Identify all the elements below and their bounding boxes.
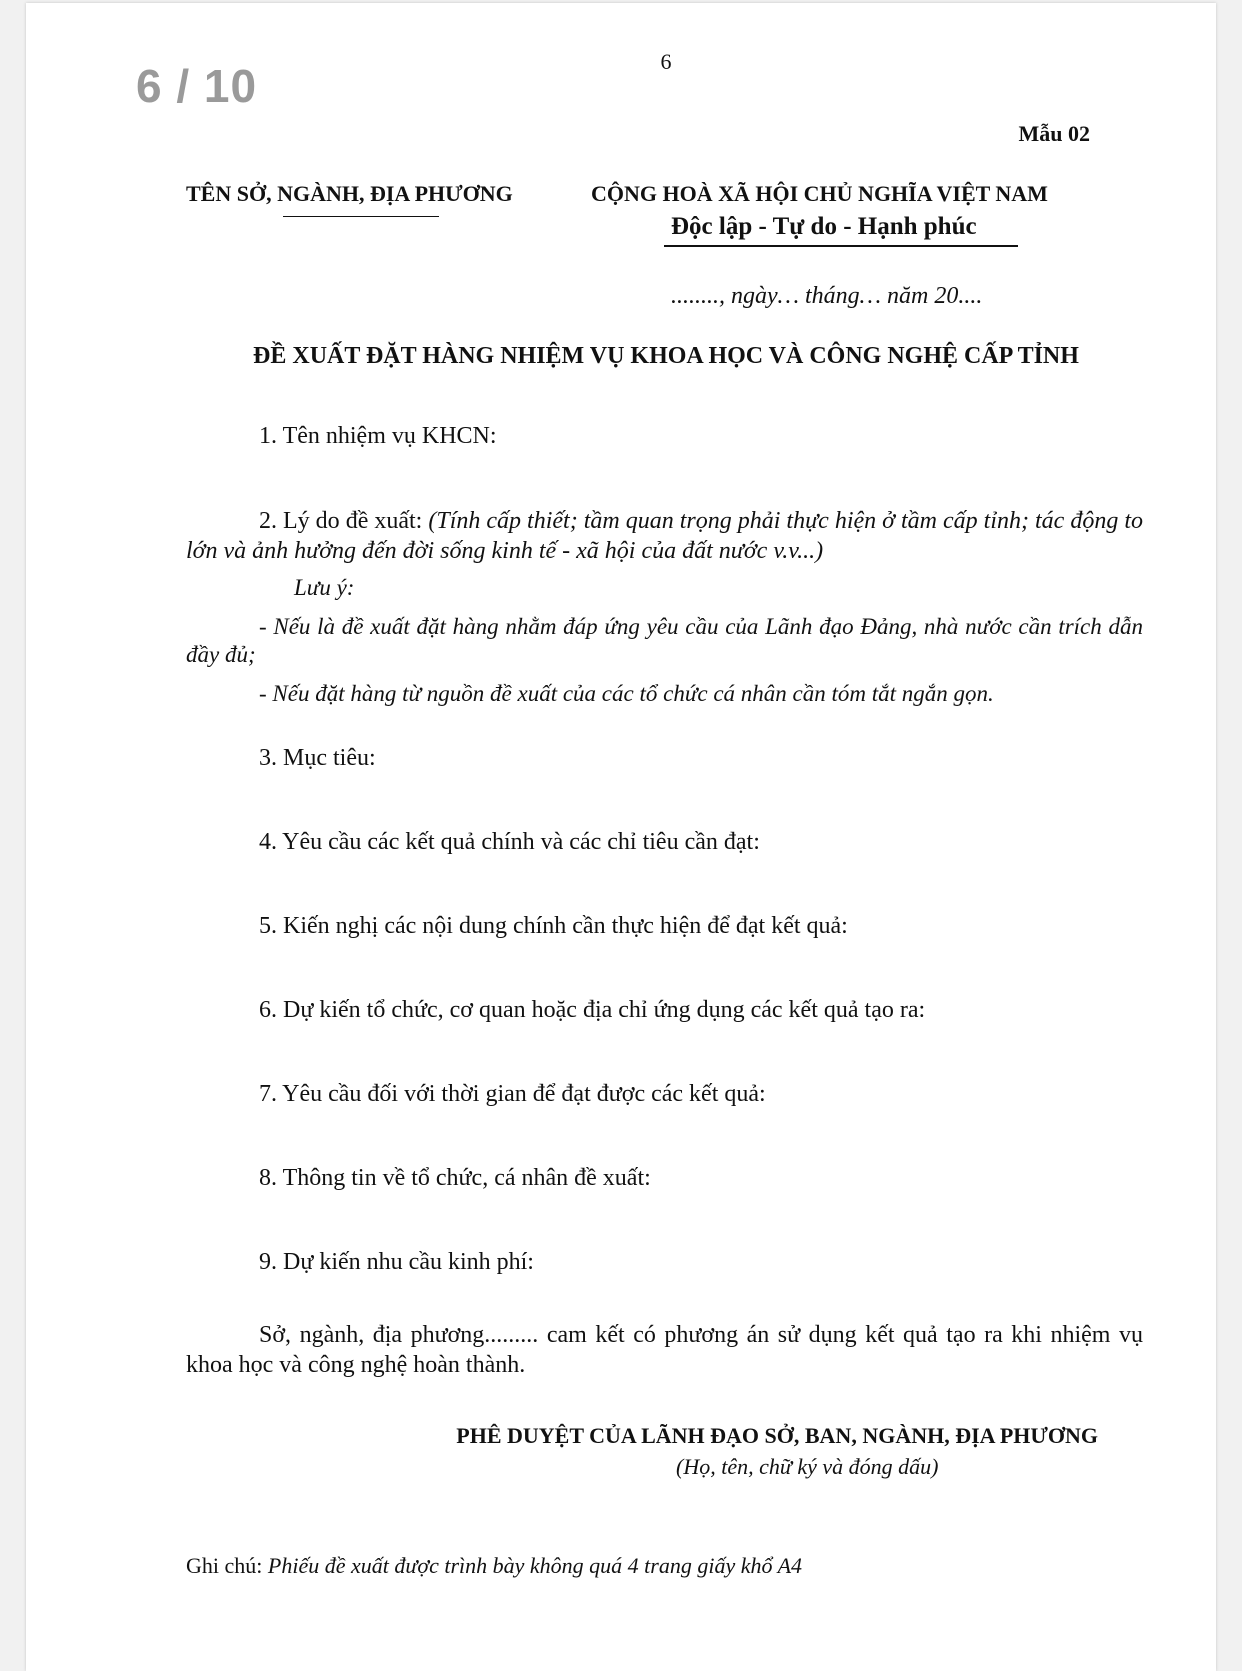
page-number: 6 [660,49,672,74]
item-2-label: 2. Lý do đề xuất: [259,508,429,534]
item-3: 3. Mục tiêu: [259,745,376,771]
org-name: TÊN SỞ, NGÀNH, ĐỊA PHƯƠNG [186,181,513,206]
document-page [26,3,1216,1671]
approval-subtitle: (Họ, tên, chữ ký và đóng dấu) [676,1454,939,1479]
commitment-paragraph: Sở, ngành, địa phương......... cam kết có phương án sử dụng kết quả tạo ra khi nhiệm vụ khoa học và công nghệ hoàn thành. [186,1322,1143,1378]
note-2: - Nếu đặt hàng từ nguồn đề xuất của các tổ chức cá nhân cần tóm tắt ngắn gọn. [259,681,994,706]
org-underline [283,216,439,217]
item-6: 6. Dự kiến tổ chức, cơ quan hoặc địa chỉ ứng dụng các kết quả tạo ra: [259,997,926,1023]
nation-heading: CỘNG HOÀ XÃ HỘI CHỦ NGHĨA VIỆT NAM [591,181,1048,206]
item-2 [186,506,1143,566]
footnote-label: Ghi chú: [186,1553,268,1578]
document-title: ĐỀ XUẤT ĐẶT HÀNG NHIỆM VỤ KHOA HỌC VÀ CÔNG NGHỆ CẤP TỈNH [253,343,1079,369]
note-heading: Lưu ý: [294,575,355,600]
item-2-note: (Tính cấp thiết; tầm quan trọng phải thực hiện ở tầm cấp tỉnh; tác động to lớn và ảnh hưởng đến đời sống kinh tế - xã hội của đất nước v.v...) [186,508,1143,564]
item-7: 7. Yêu cầu đối với thời gian để đạt được các kết quả: [259,1081,766,1107]
motto: Độc lập - Tự do - Hạnh phúc [671,213,977,240]
item-5: 5. Kiến nghị các nội dung chính cần thực hiện để đạt kết quả: [259,913,848,939]
note-1: - Nếu là đề xuất đặt hàng nhằm đáp ứng yêu cầu của Lãnh đạo Đảng, nhà nước cần trích dẫn đầy đủ; [186,614,1143,667]
footnote [186,1553,802,1579]
item-8: 8. Thông tin về tổ chức, cá nhân đề xuất: [259,1165,651,1191]
footnote-text: Phiếu đề xuất được trình bày không quá 4 trang giấy khổ A4 [267,1553,803,1578]
item-1: 1. Tên nhiệm vụ KHCN: [259,423,497,449]
item-9: 9. Dự kiến nhu cầu kinh phí: [259,1249,534,1275]
date-line: ........, ngày… tháng… năm 20.... [671,283,983,309]
item-4: 4. Yêu cầu các kết quả chính và các chỉ tiêu cần đạt: [259,829,760,855]
form-code: Mẫu 02 [1018,121,1090,146]
page-indicator: 6 / 10 [136,60,258,112]
approval-heading: PHÊ DUYỆT CỦA LÃNH ĐẠO SỞ, BAN, NGÀNH, ĐỊA PHƯƠNG [456,1423,1098,1448]
motto-underline [664,245,1018,247]
